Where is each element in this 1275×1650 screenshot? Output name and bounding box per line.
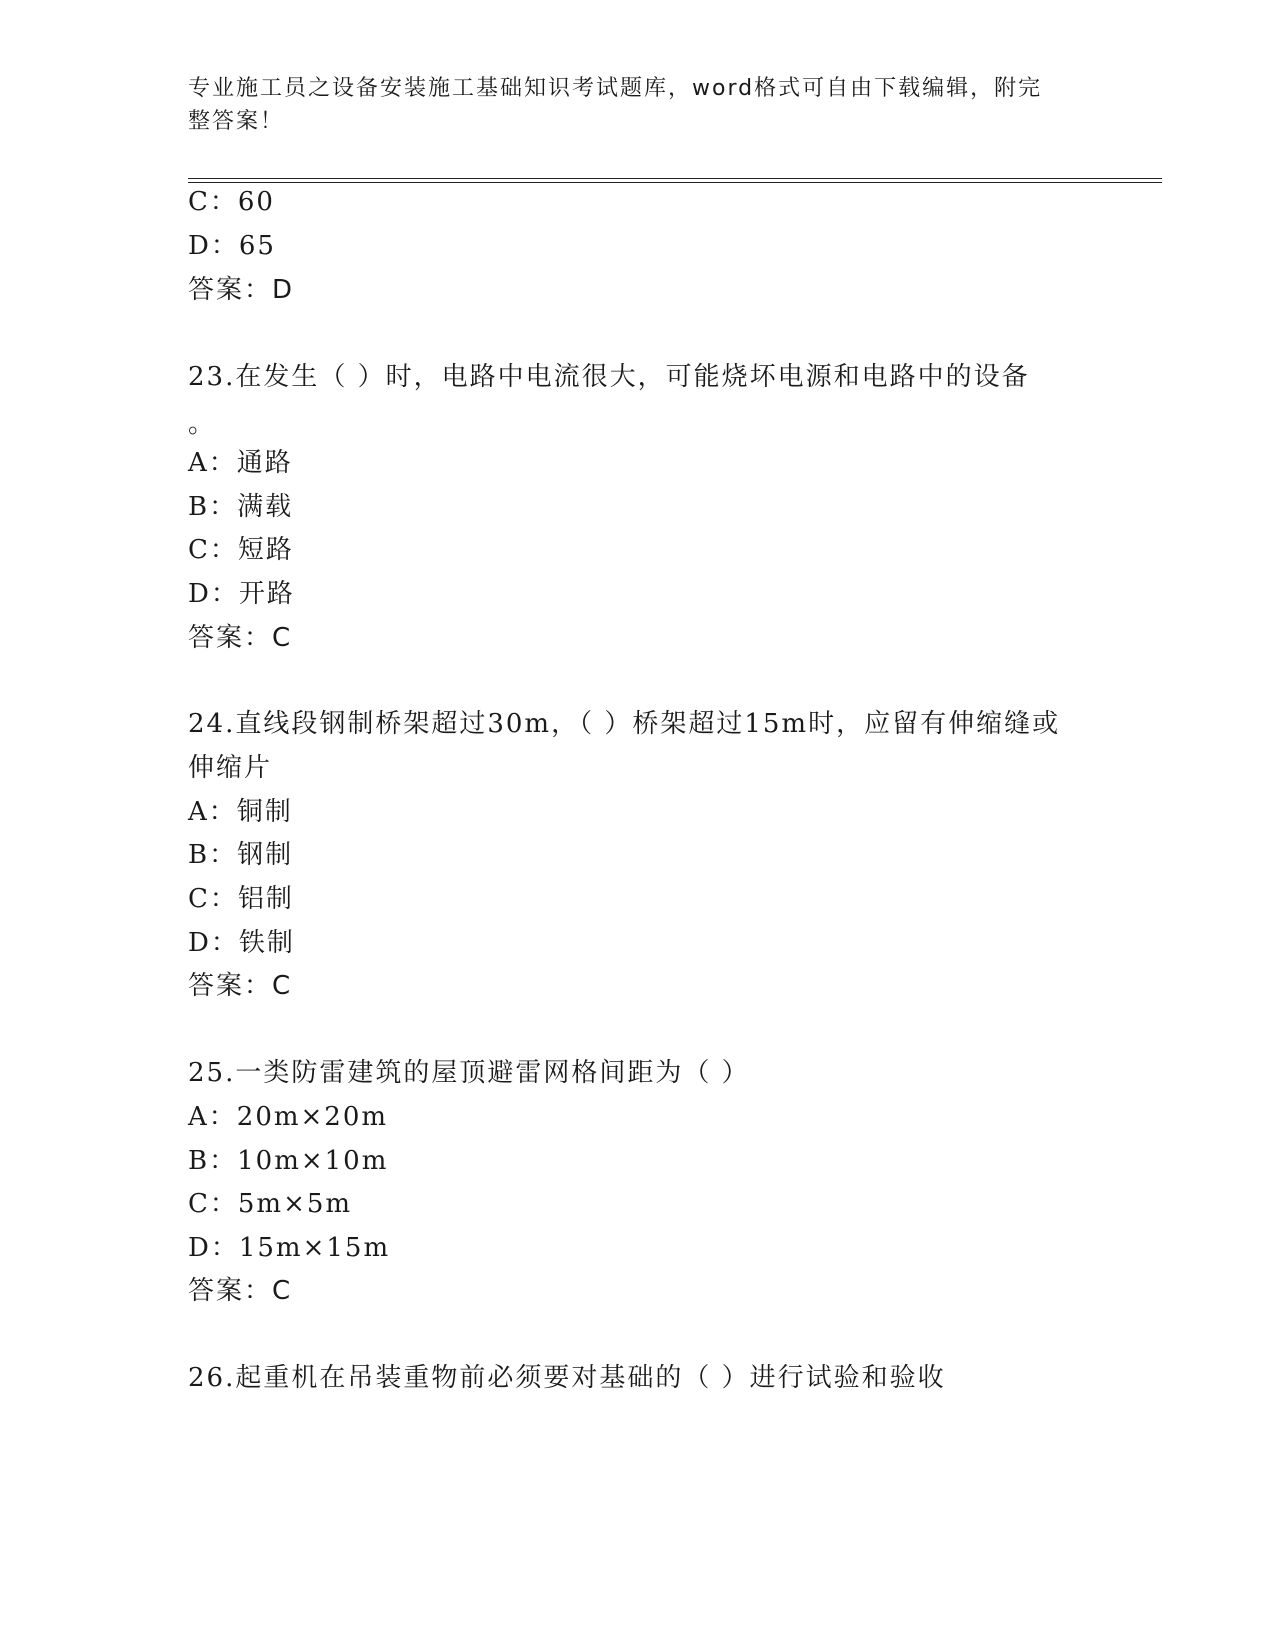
q24-option-a: A：铜制 (188, 797, 293, 827)
q24-option-c: C：铝制 (188, 884, 294, 914)
q23-stem-line-1: 23.在发生（ ）时，电路中电流很大，可能烧坏电源和电路中的设备 (188, 362, 1030, 392)
q24-stem-line-2: 伸缩片 (188, 753, 273, 783)
q25-option-b: B：10m×10m (188, 1146, 389, 1176)
q24-option-d: D：铁制 (188, 928, 295, 958)
prev-answer: 答案：D (188, 275, 295, 305)
q25-stem-line-1: 25.一类防雷建筑的屋顶避雷网格间距为（ ） (188, 1058, 750, 1088)
q23-option-a: A：通路 (188, 448, 293, 478)
header-line-2: 整答案！ (188, 109, 285, 134)
header-divider-top (188, 178, 1162, 179)
q24-stem-line-1: 24.直线段钢制桥架超过30m，（ ）桥架超过15m时，应留有伸缩缝或 (188, 709, 1061, 739)
header-divider-bottom (188, 182, 1162, 183)
q23-option-d: D：开路 (188, 579, 295, 609)
q24-option-b: B：钢制 (188, 840, 294, 870)
prev-option-d: D：65 (188, 231, 276, 261)
q23-answer: 答案：C (188, 623, 293, 653)
prev-option-c: C：60 (188, 187, 275, 217)
page-header (188, 72, 1068, 138)
q24-answer: 答案：C (188, 971, 293, 1001)
q26-stem-line-1: 26.起重机在吊装重物前必须要对基础的（ ）进行试验和验收 (188, 1363, 946, 1393)
q25-option-a: A：20m×20m (188, 1102, 389, 1132)
header-line-1: 专业施工员之设备安装施工基础知识考试题库，word格式可自由下载编辑，附完 (188, 76, 1043, 101)
q23-stem-line-2: 。 (188, 409, 217, 439)
q25-option-d: D：15m×15m (188, 1233, 391, 1263)
q23-option-c: C：短路 (188, 535, 294, 565)
q25-option-c: C：5m×5m (188, 1189, 353, 1219)
q25-answer: 答案：C (188, 1276, 293, 1306)
q23-option-b: B：满载 (188, 492, 294, 522)
